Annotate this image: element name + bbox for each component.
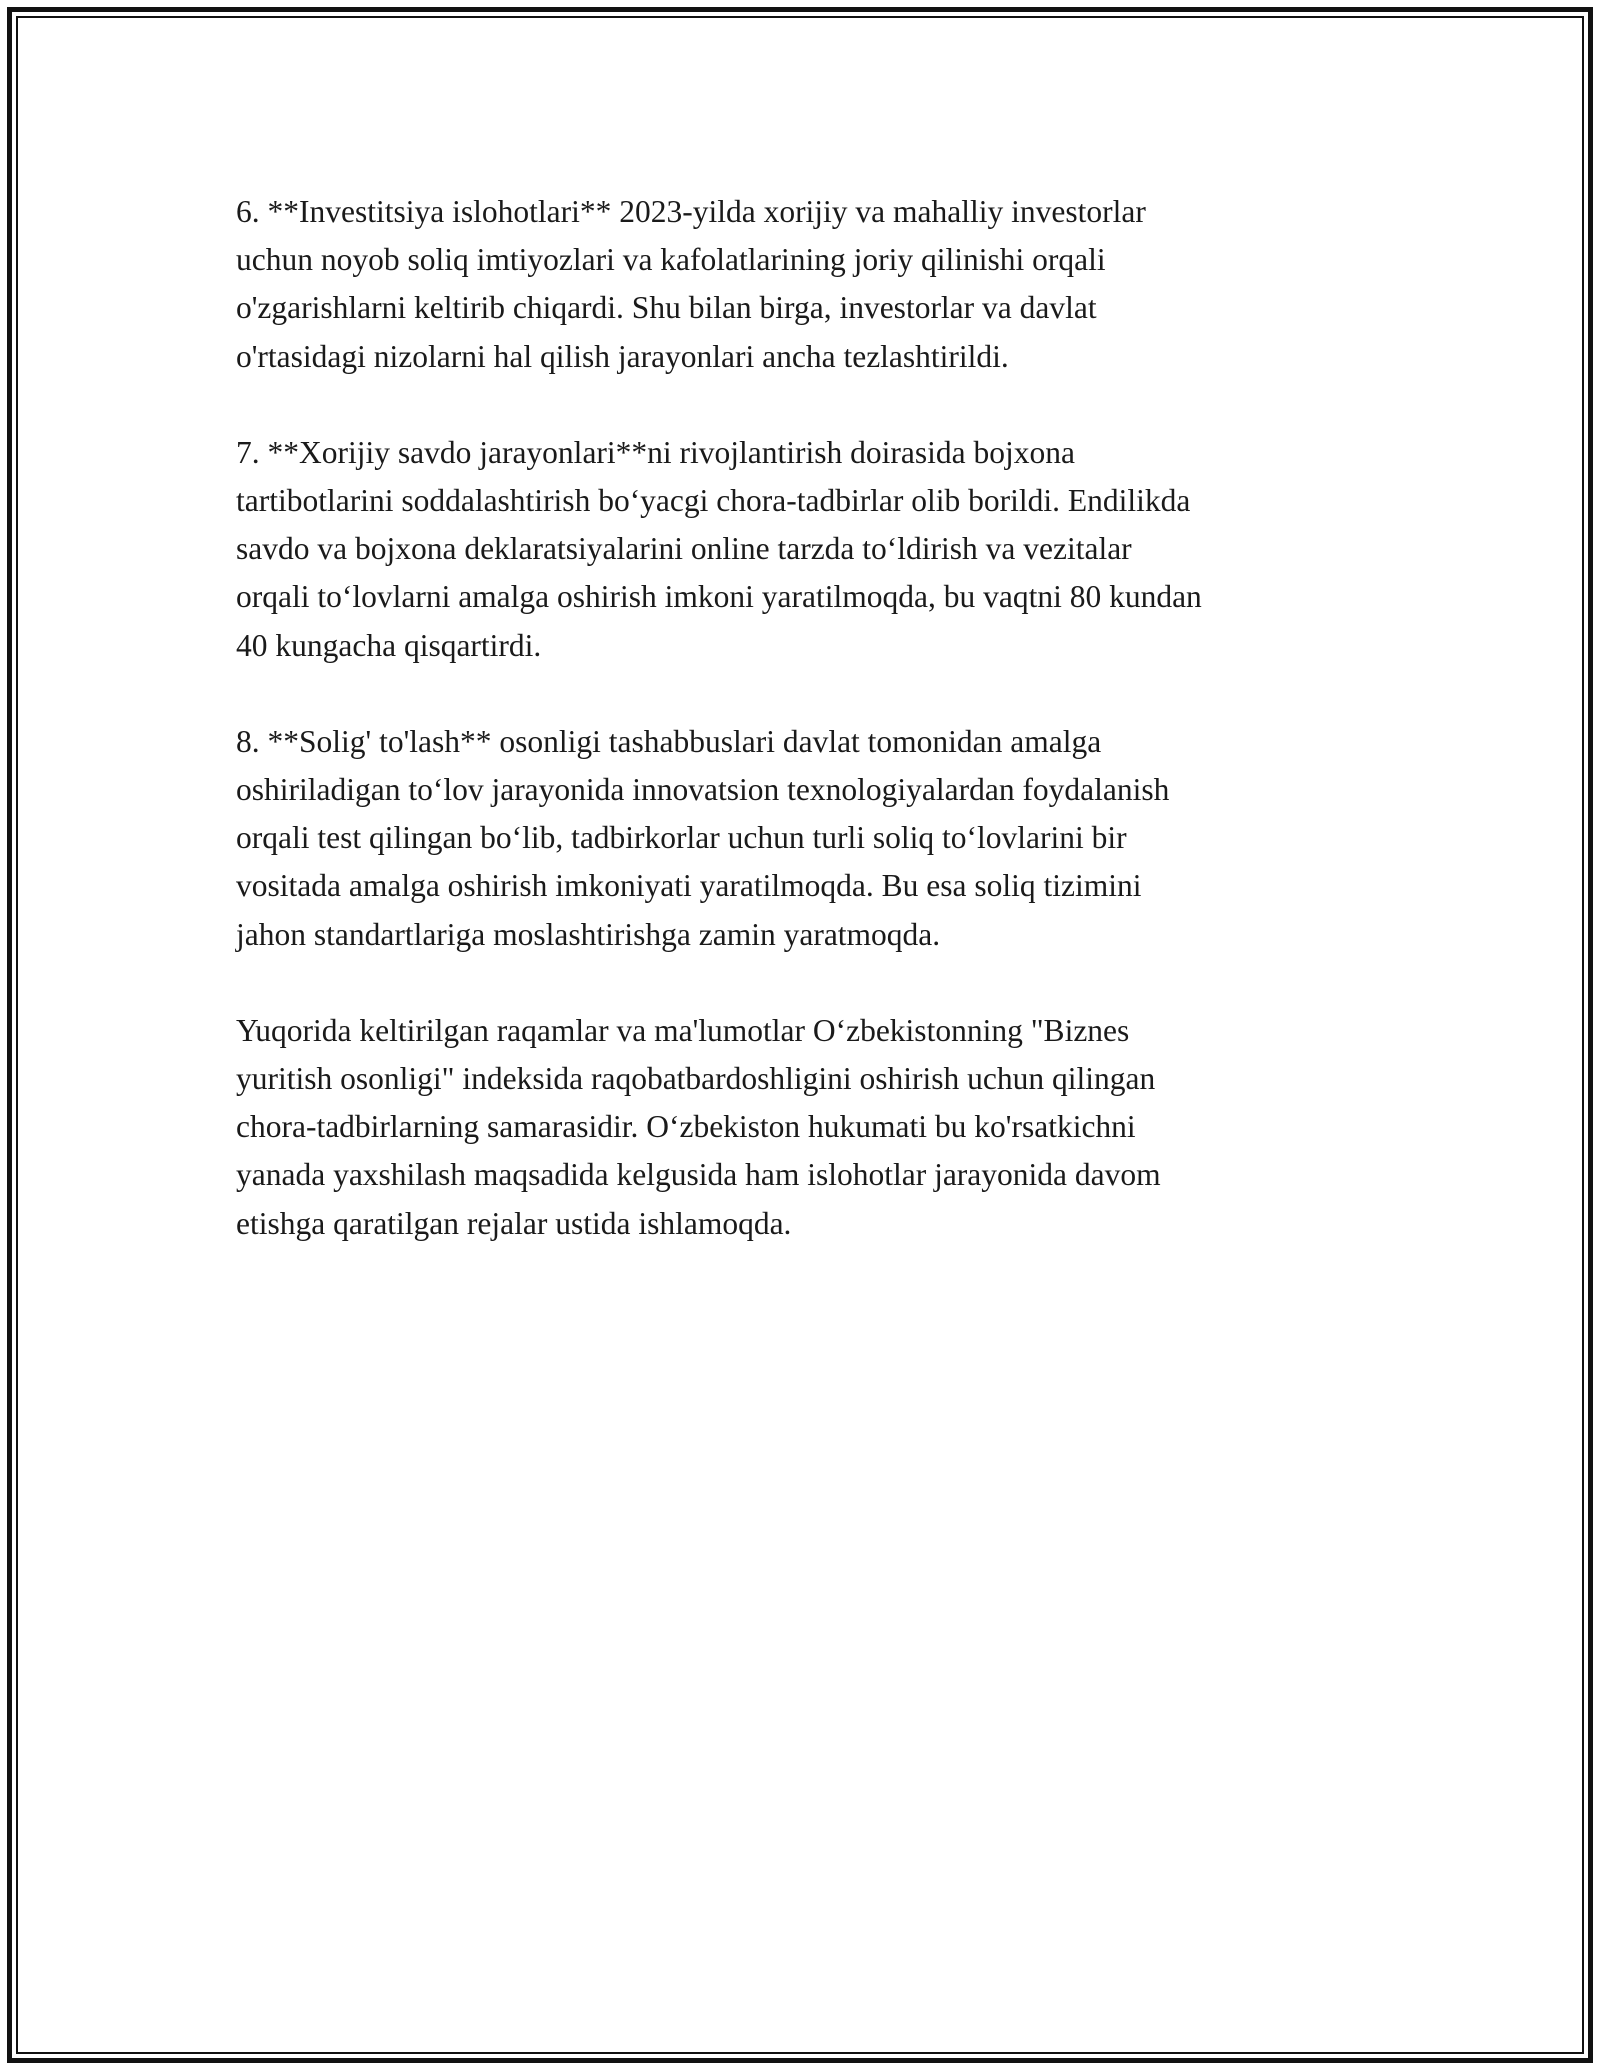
paragraph-investment-reforms: 6. **Investitsiya islohotlari** 2023-yilda xorijiy va mahalliy investorlar uchun noyob soliq imtiyozlari va kafolatlarining joriy qilinishi orqali o'zgarishlarni keltirib chiqardi. Shu bilan birga, investorlar va davlat o'rtasidagi nizolarni hal qilish jarayonlari ancha tezlashtirildi. xyxy=(236,194,1146,374)
document-body xyxy=(236,188,1366,1296)
paragraph-conclusion: Yuqorida keltirilgan raqamlar va ma'lumotlar O‘zbekistonning "Biznes yuritish osonligi" indeksida raqobatbardoshligini oshirish uchun qilingan chora-tadbirlarning samarasidir. O‘zbekiston hukumati bu ko'rsatkichni yanada yaxshilash maqsadida kelgusida ham islohotlar jarayonida davom etishga qaratilgan rejalar ustida ishlamoqda. xyxy=(236,1012,1161,1241)
paragraph-foreign-trade: 7. **Xorijiy savdo jarayonlari**ni rivojlantirish doirasida bojxona tartibotlarini soddalashtirish bo‘yacgi chora-tadbirlar olib borildi. Endilikda savdo va bojxona deklaratsiyalarini online tarzda to‘ldirish va vezitalar orqali to‘lovlarni amalga oshirish imkoni yaratilmoqda, bu vaqtni 80 kundan 40 kungacha qisqartirdi. xyxy=(236,434,1202,663)
paragraph-tax-payment: 8. **Solig' to'lash** osonligi tashabbuslari davlat tomonidan amalga oshiriladigan to‘lov jarayonida innovatsion texnologiyalardan foydalanish orqali test qilingan bo‘lib, tadbirkorlar uchun turli soliq to‘lovlarini bir vositada amalga oshirish imkoniyati yaratilmoqda. Bu esa soliq tizimini jahon standartlariga moslashtirishga zamin yaratmoqda. xyxy=(236,723,1170,952)
